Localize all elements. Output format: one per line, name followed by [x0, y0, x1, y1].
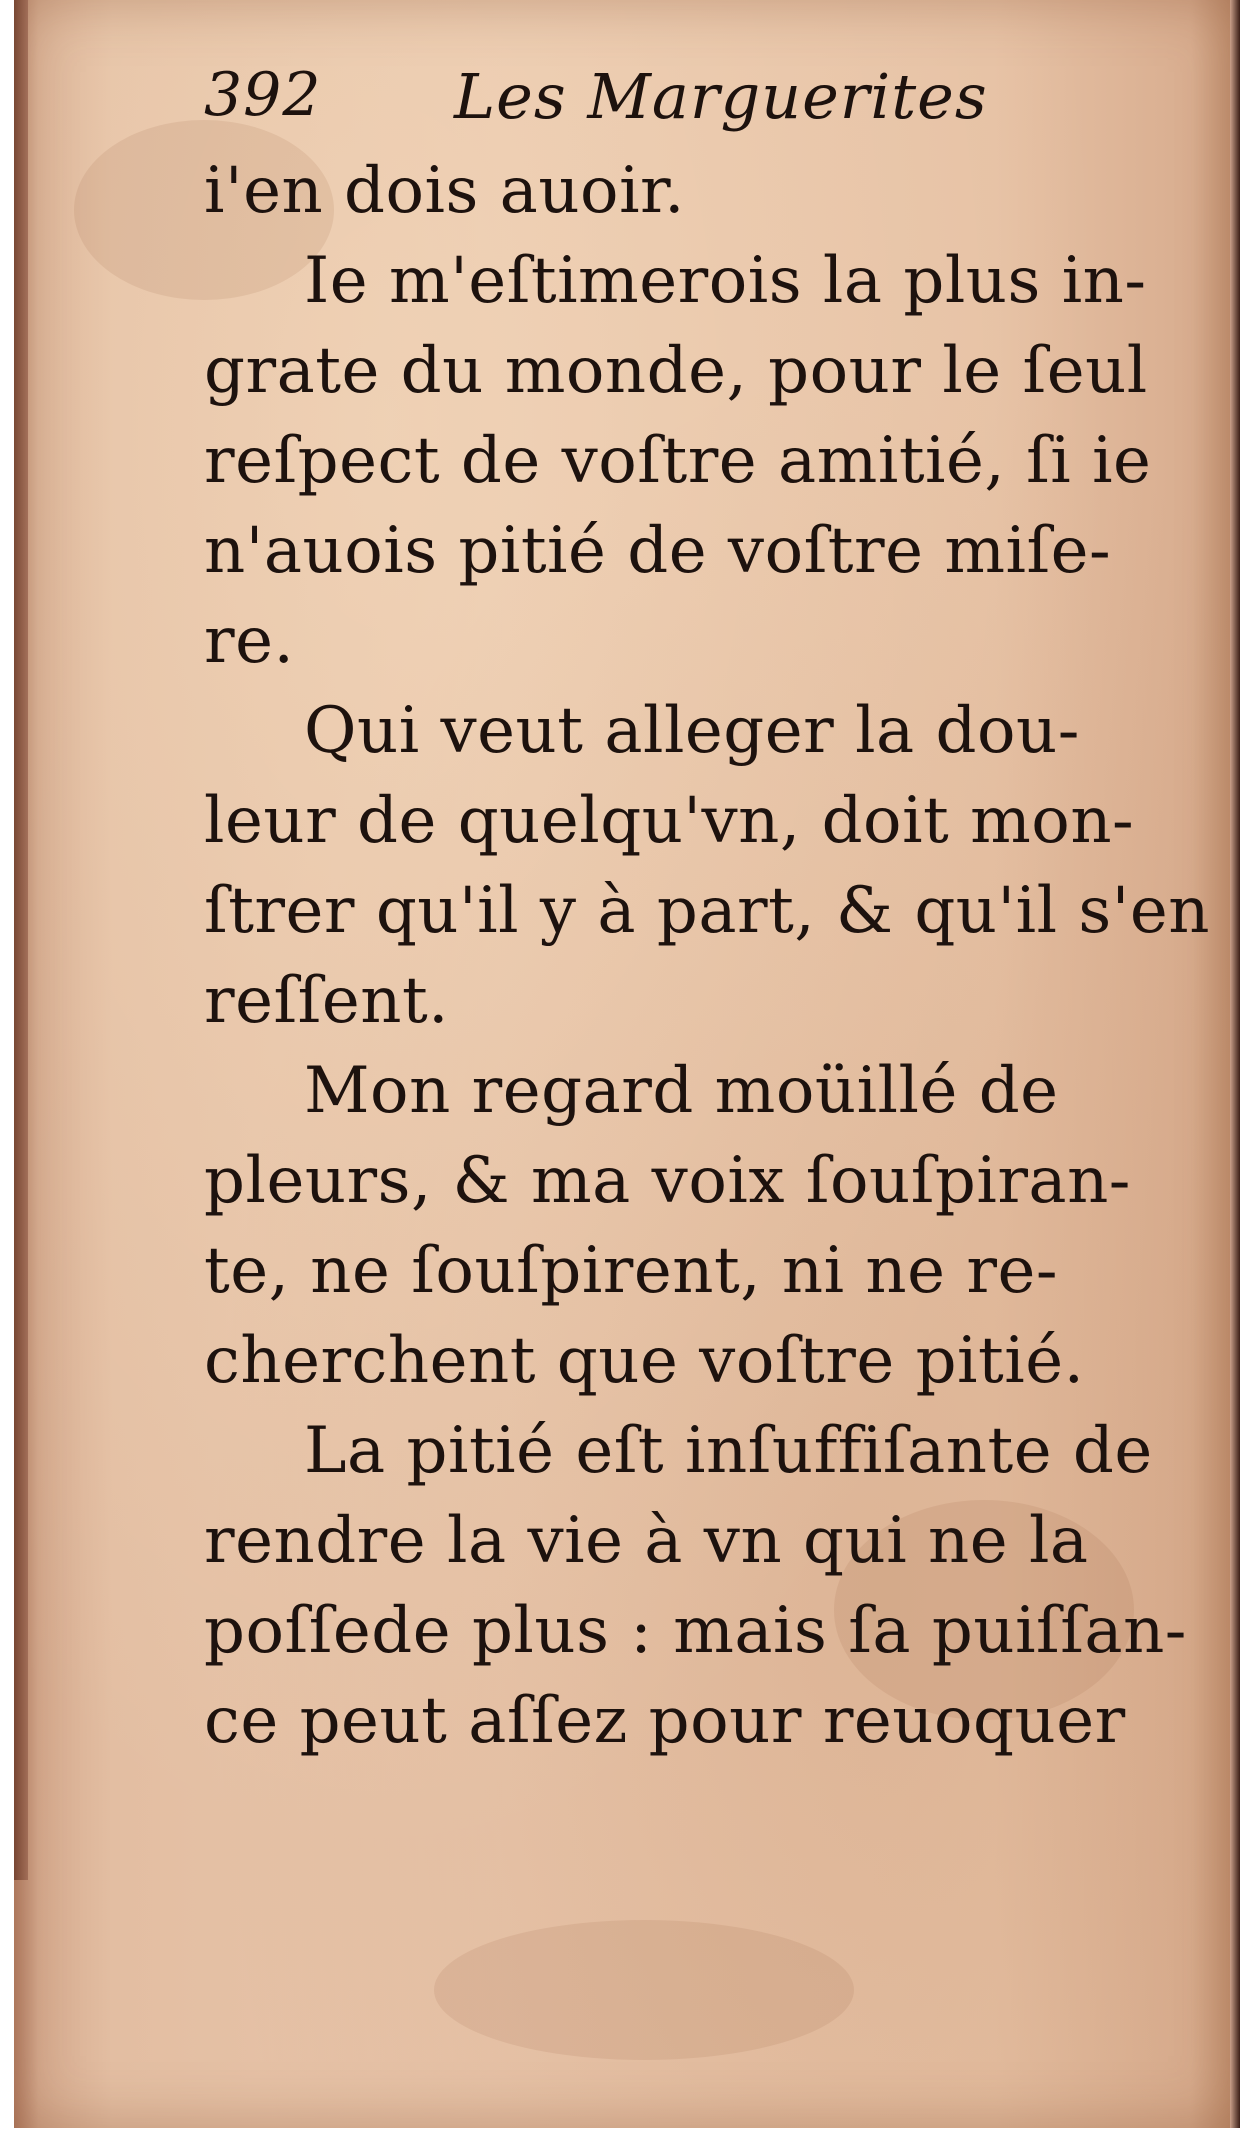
- text-line: rendre la vie à vn qui ne la: [204, 1504, 1089, 1578]
- page-text: [204, 50, 1210, 1766]
- paper-stain: [434, 1920, 854, 2060]
- page-gutter-shadow: [14, 0, 28, 1880]
- text-line: ce peut aſſez pour reuoquer: [204, 1684, 1126, 1758]
- paragraph-first-line: Mon regard moüillé de: [304, 1054, 1059, 1128]
- paragraph-first-line: Ie m'eſtimerois la plus in-: [304, 244, 1147, 318]
- running-title: Les Marguerites: [454, 60, 988, 133]
- page-edge-right: [1230, 0, 1240, 2128]
- text-line: te, ne ſouſpirent, ni ne re-: [204, 1234, 1058, 1308]
- text-line: n'auois pitié de voſtre miſe-: [204, 514, 1112, 588]
- text-line: re.: [204, 604, 295, 678]
- text-line: pleurs, & ma voix ſouſpiran-: [204, 1144, 1131, 1218]
- book-page: [14, 0, 1240, 2128]
- paragraph-first-line: Qui veut alleger la dou-: [304, 694, 1080, 768]
- page-number: 392: [204, 60, 322, 130]
- text-line: reſſent.: [204, 964, 449, 1038]
- text-line: poſſede plus : mais ſa puiſſan-: [204, 1594, 1187, 1668]
- text-line: reſpect de voſtre amitié, ſi ie: [204, 424, 1152, 498]
- paragraph-first-line: La pitié eſt inſuffiſante de: [304, 1414, 1153, 1488]
- text-line: ſtrer qu'il y à part, & qu'il s'en: [204, 874, 1210, 948]
- text-line: grate du monde, pour le ſeul: [204, 334, 1148, 408]
- text-line: cherchent que voſtre pitié.: [204, 1324, 1085, 1398]
- text-line: leur de quelqu'vn, doit mon-: [204, 784, 1135, 858]
- page-header: [204, 50, 1144, 146]
- text-line: i'en dois auoir.: [204, 154, 685, 228]
